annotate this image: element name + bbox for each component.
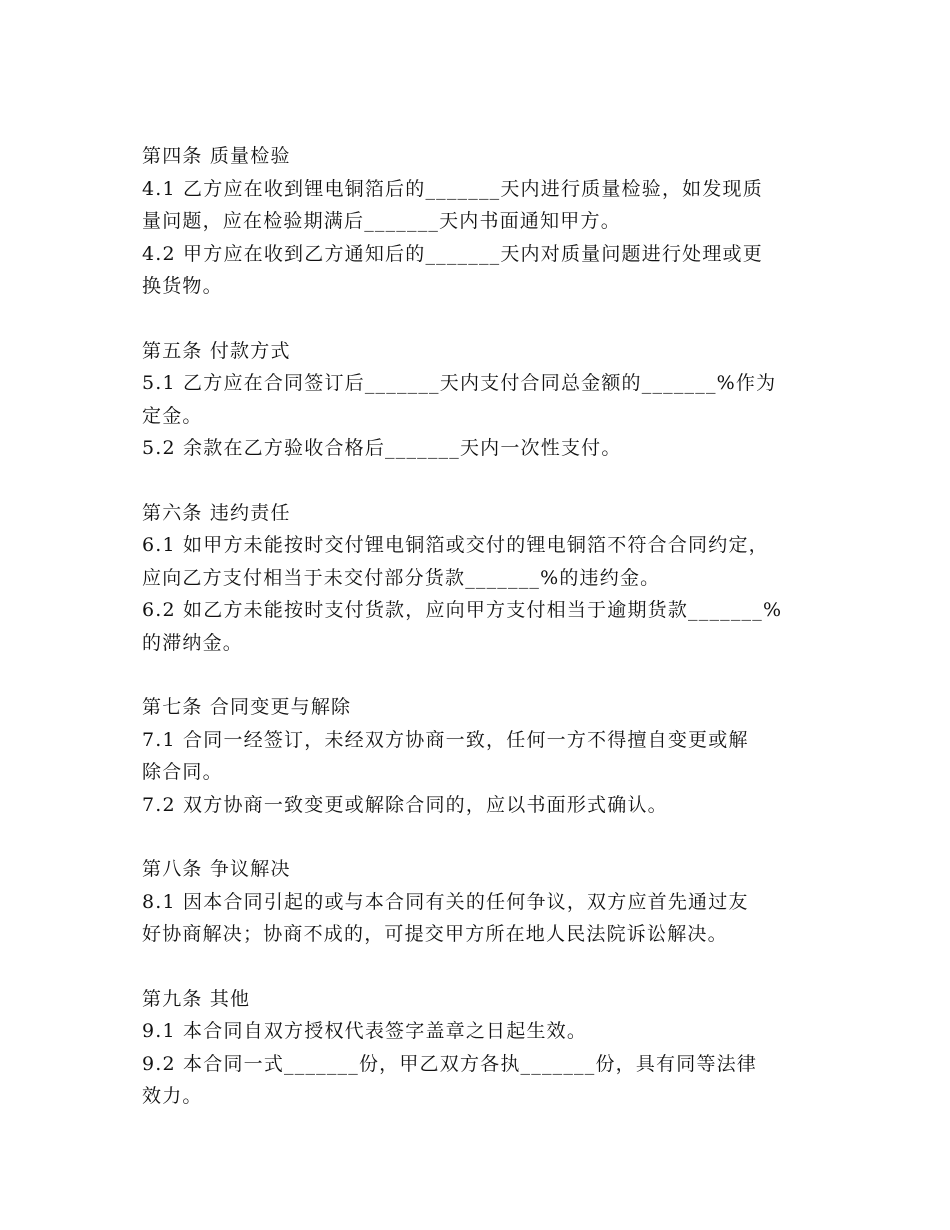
section-payment-method xyxy=(142,335,832,465)
section-heading: 第六条 违约责任 xyxy=(142,501,291,524)
section-heading: 第五条 付款方式 xyxy=(142,339,291,362)
clause-line: 7.1 合同一经签订，未经双方协商一致，任何一方不得擅自变更或解 xyxy=(142,728,749,751)
clause-line: 9.1 本合同自双方授权代表签字盖章之日起生效。 xyxy=(142,1020,588,1042)
section-modification-termination xyxy=(142,691,832,821)
clause-line: 7.2 双方协商一致变更或解除合同的，应以书面形式确认。 xyxy=(142,793,668,816)
contract-page xyxy=(142,140,832,1145)
clause-line: 4.2 甲方应在收到乙方通知后的_______天内对质量问题进行处理或更 xyxy=(142,242,763,265)
clause-line: 好协商解决；协商不成的，可提交甲方所在地人民法院诉讼解决。 xyxy=(142,923,728,945)
clause-line: 量问题，应在检验期满后_______天内书面通知甲方。 xyxy=(142,210,621,232)
section-miscellaneous xyxy=(142,983,832,1113)
clause-line: 5.1 乙方应在合同签订后_______天内支付合同总金额的_______%作为 xyxy=(142,372,777,394)
clause-line: 6.2 如乙方未能按时支付货款，应向甲方支付相当于逾期货款_______% xyxy=(142,599,783,621)
clause-line: 6.1 如甲方未能按时交付锂电铜箔或交付的锂电铜箔不符合合同约定， xyxy=(142,534,769,556)
clause-line: 换货物。 xyxy=(142,275,223,297)
clause-line: 5.2 余款在乙方验收合格后_______天内一次性支付。 xyxy=(142,437,622,459)
clause-line: 8.1 因本合同引起的或与本合同有关的任何争议，双方应首先通过友 xyxy=(142,890,749,913)
section-liability xyxy=(142,497,832,660)
section-heading: 第九条 其他 xyxy=(142,987,251,1010)
clause-line: 除合同。 xyxy=(142,761,223,783)
clause-line: 9.2 本合同一式_______份，甲乙双方各执_______份，具有同等法律 xyxy=(142,1052,758,1075)
section-dispute-resolution xyxy=(142,853,832,951)
clause-line: 4.1 乙方应在收到锂电铜箔后的_______天内进行质量检验，如发现质 xyxy=(142,177,763,200)
clause-line: 的滞纳金。 xyxy=(142,631,244,654)
section-heading: 第四条 质量检验 xyxy=(142,145,291,167)
section-heading: 第八条 争议解决 xyxy=(142,858,291,880)
clause-line: 定金。 xyxy=(142,404,203,427)
section-quality-inspection xyxy=(142,140,832,303)
clause-line: 应向乙方支付相当于未交付部分货款_______%的违约金。 xyxy=(142,566,661,589)
clause-line: 效力。 xyxy=(142,1085,203,1107)
section-heading: 第七条 合同变更与解除 xyxy=(142,696,352,718)
